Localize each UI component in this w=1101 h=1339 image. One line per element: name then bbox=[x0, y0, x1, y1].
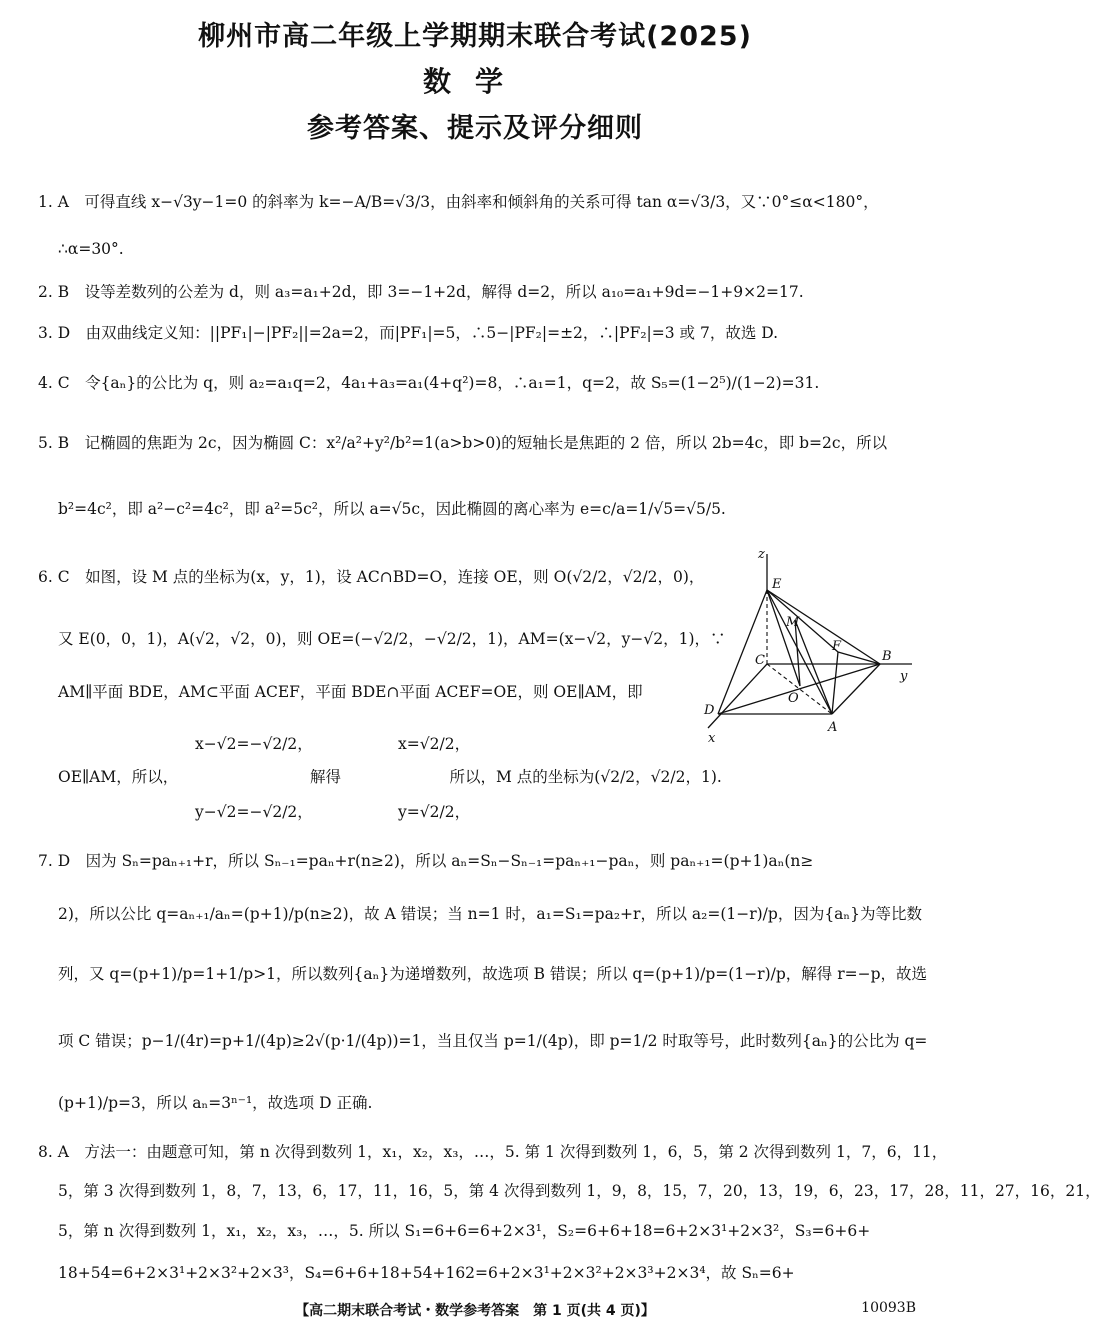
label-a: A bbox=[828, 720, 838, 735]
exam-title: 柳州市高二年级上学期期末联合考试(2025) bbox=[198, 21, 752, 52]
label-f: F bbox=[832, 639, 842, 654]
label-b: B bbox=[882, 649, 892, 664]
answer-line: 4. C 令{aₙ}的公比为 q，则 a₂=a₁q=2，4a₁+a₃=a₁(4+q²)=8，∴a₁=1，q=2，故 S₅=(1−2⁵)/(1−2)=31. bbox=[38, 374, 820, 392]
answer-line: 8. A 方法一：由题意可知，第 n 次得到数列 1，x₁，x₂，x₃，…，5. 第 1 次得到数列 1，6，5，第 2 次得到数列 1，7，6，11， bbox=[38, 1143, 948, 1161]
edge-ed bbox=[718, 590, 767, 714]
answer-line: ∴α=30°. bbox=[58, 240, 124, 258]
label-e: E bbox=[772, 577, 782, 592]
answer-subtitle: 参考答案、提示及评分细则 bbox=[307, 113, 643, 144]
answer-line: 7. D 因为 Sₙ=paₙ₊₁+r，所以 Sₙ₋₁=paₙ+r(n≥2)，所以 aₙ=Sₙ−Sₙ₋₁=paₙ₊₁−paₙ，则 paₙ₊₁=(p+1)aₙ(n≥ bbox=[38, 852, 814, 870]
answer-line: 18+54=6+2×3¹+2×3²+2×3³，S₄=6+6+18+54+162=6+2×3¹+2×3²+2×3³+2×3⁴，故 Sₙ=6+ bbox=[58, 1264, 795, 1282]
edge-af bbox=[832, 652, 838, 714]
answer-line: 5. B 记椭圆的焦距为 2c，因为椭圆 C：x²/a²+y²/b²=1(a>b>0)的短轴长是焦距的 2 倍，所以 2b=4c，即 b=2c，所以 bbox=[38, 434, 888, 452]
system-line: x−√2=−√2/2， x=√2/2， bbox=[195, 735, 471, 753]
answer-line: 5，第 3 次得到数列 1，8，7，13，6，17，11，16，5，第 4 次得到数列 1，9，8，15，7，20，13，19，6，23，17，28，11，27，16，21， bbox=[58, 1182, 1101, 1200]
answer-line: 项 C 错误；p−1/(4r)=p+1/(4p)≥2√(p·1/(4p))=1，当且仅当 p=1/(4p)，即 p=1/2 时取等号，此时数列{aₙ}的公比为 q= bbox=[58, 1032, 928, 1050]
label-d: D bbox=[704, 703, 715, 718]
answer-line: 2)，所以公比 q=aₙ₊₁/aₙ=(p+1)/p(n≥2)，故 A 错误；当 n=1 时，a₁=S₁=pa₂+r，所以 a₂=(1−r)/p，因为{aₙ}为等比数 bbox=[58, 905, 922, 923]
answer-line: b²=4c²，即 a²−c²=4c²，即 a²=5c²，所以 a=√5c，因此椭圆的离心率为 e=c/a=1/√5=√5/5. bbox=[58, 500, 726, 518]
label-m: M bbox=[786, 615, 800, 630]
geometry-figure bbox=[700, 546, 920, 746]
subject-title: 数学 bbox=[422, 65, 527, 98]
document-code: 10093B bbox=[861, 1300, 916, 1316]
answer-line: 列，又 q=(p+1)/p=1+1/p>1，所以数列{aₙ}为递增数列，故选项 B 错误；所以 q=(p+1)/p=(1−r)/p，解得 r=−p，故选 bbox=[58, 965, 928, 983]
answer-line: 2. B 设等差数列的公差为 d，则 a₃=a₁+2d，即 3=−1+2d，解得 d=2，所以 a₁₀=a₁+9d=−1+9×2=17. bbox=[38, 283, 804, 301]
edge-eb bbox=[767, 590, 880, 664]
answer-line: 6. C 如图，设 M 点的坐标为(x，y，1)，设 AC∩BD=O，连接 OE，则 O(√2/2，√2/2，0)， bbox=[38, 568, 705, 586]
answer-line: 3. D 由双曲线定义知：||PF₁|−|PF₂||=2a=2，而|PF₁|=5，∴5−|PF₂|=±2，∴|PF₂|=3 或 7，故选 D. bbox=[38, 324, 779, 342]
answer-line: AM∥平面 BDE，AM⊂平面 ACEF，平面 BDE∩平面 ACEF=OE，则 OE∥AM，即 bbox=[58, 683, 643, 701]
label-o: O bbox=[788, 691, 799, 706]
system-line: y−√2=−√2/2， y=√2/2， bbox=[195, 803, 471, 821]
label-y: y bbox=[900, 669, 908, 684]
label-c: C bbox=[755, 653, 765, 668]
answer-line: OE∥AM，所以， 解得 所以，M 点的坐标为(√2/2，√2/2，1). bbox=[58, 768, 722, 786]
answer-line: 5，第 n 次得到数列 1，x₁，x₂，x₃，…，5. 所以 S₁=6+6=6+2×3¹，S₂=6+6+18=6+2×3¹+2×3²，S₃=6+6+ bbox=[58, 1222, 871, 1240]
x-axis bbox=[708, 664, 767, 728]
answer-line: 1. A 可得直线 x−√3y−1=0 的斜率为 k=−A/B=√3/3，由斜率和倾斜角的关系可得 tan α=√3/3，又∵0°≤α<180°， bbox=[38, 193, 879, 211]
page-footer: 【高二期末联合考试・数学参考答案 第 1 页(共 4 页)】 bbox=[295, 1303, 655, 1319]
label-z: z bbox=[758, 547, 765, 562]
label-x: x bbox=[708, 731, 716, 746]
edge-fb bbox=[838, 652, 880, 664]
answer-line: (p+1)/p=3，所以 aₙ=3ⁿ⁻¹，故选项 D 正确. bbox=[58, 1094, 373, 1112]
answer-line: 又 E(0，0，1)，A(√2，√2，0)，则 OE=(−√2/2，−√2/2，1)，AM=(x−√2，y−√2，1)，∵ bbox=[58, 630, 726, 648]
